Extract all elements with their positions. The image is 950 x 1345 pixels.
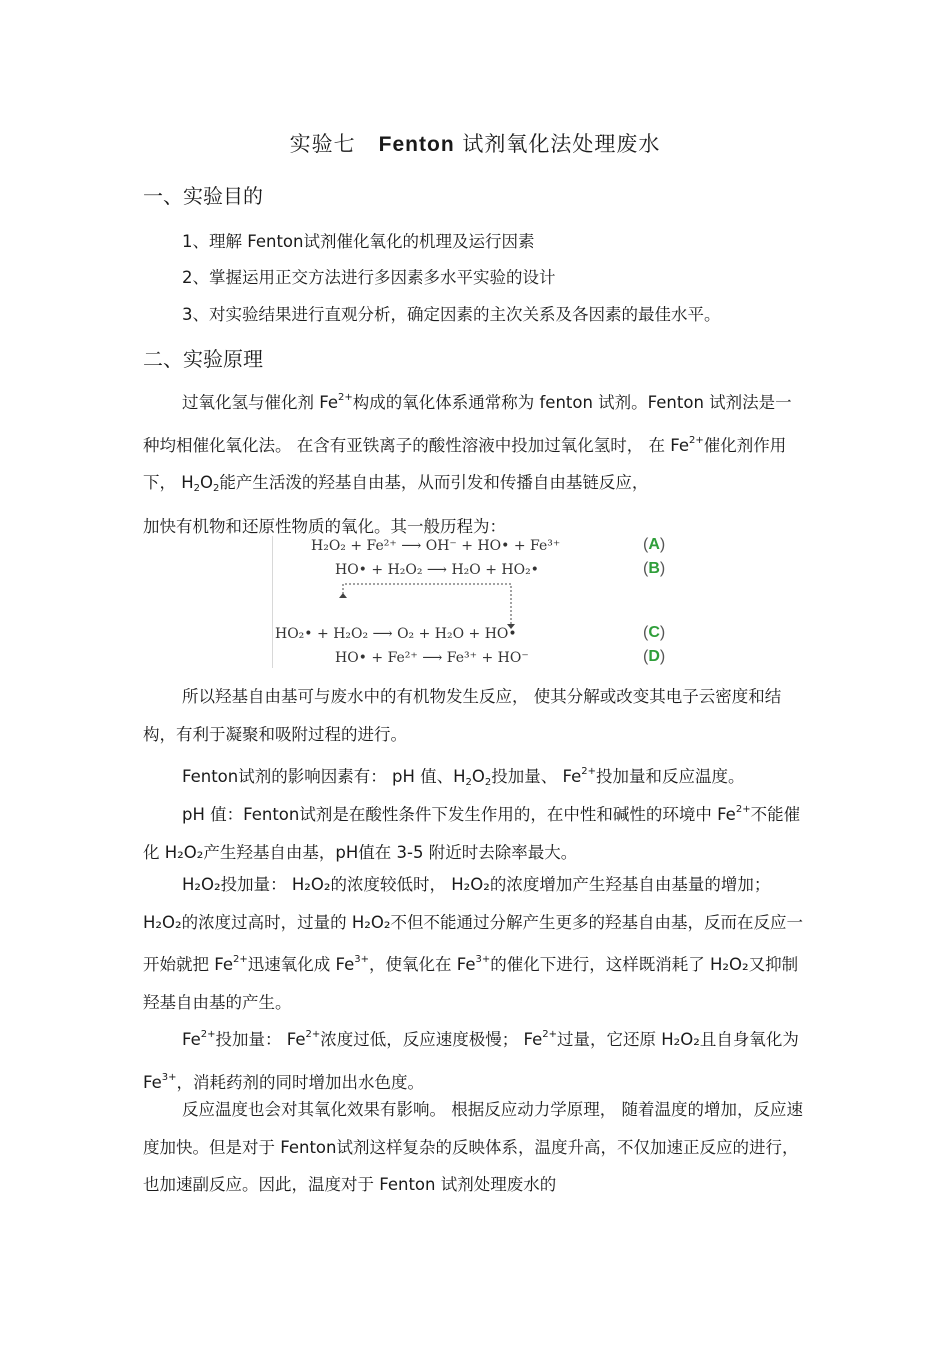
section-heading-principle: 二、实验原理 [143,347,263,371]
section-heading-objectives: 一、实验目的 [143,184,263,208]
objective-item-2: 2、掌握运用正交方法进行多因素多水平实验的设计 [182,268,556,287]
equation-b: HO• + H₂O₂ ⟶ H₂O + HO₂• [335,562,539,578]
title-bold: Fenton [378,133,455,156]
paragraph-factors: Fenton试剂的影响因素有： pH 值、$H_2O_2$投加量、 $Fe^{2+}$投加量和反应温度。 [182,766,745,788]
objective-item-3: 3、对实验结果进行直观分析，确定因素的主次关系及各因素的最佳水平。 [182,305,721,324]
paragraph-ph: pH 值：Fenton试剂是在酸性条件下发生作用的，在中性和碱性的环境中 $Fe^{2+}$不能催化 H₂O₂产生羟基自由基，pH值在 3-5 附近时去除率最大。 [143,804,801,862]
reaction-mechanism-figure [272,536,683,668]
title-suffix: 试剂氧化法处理废水 [462,132,661,156]
paragraph-temperature: 反应温度也会对其氧化效果有影响。 根据反应动力学原理， 随着温度的增加，反应速度加快。但是对于 Fenton试剂这样复杂的反映体系，温度升高，不仅加速正反应的进行，也加速副反应。因此，温度对于 Fenton 试剂处理废水的 [143,1100,803,1194]
equation-label-d: (D) [643,648,666,665]
equation-d: HO• + Fe²⁺ ⟶ Fe³⁺ + HO⁻ [335,650,529,666]
equation-c: HO₂• + H₂O₂ ⟶ O₂ + H₂O + HO• [275,626,517,642]
equation-label-b: (B) [643,560,666,577]
equation-label-c: (C) [643,624,666,641]
equation-a: H₂O₂ + Fe²⁺ ⟶ OH⁻ + HO• + Fe³⁺ [311,538,561,554]
page-title [0,128,950,158]
title-prefix: 实验七 [289,132,356,156]
paragraph-hydroxyl-effect: 所以羟基自由基可与废水中的有机物发生反应， 使其分解或改变其电子云密度和结构，有利于凝聚和吸附过程的进行。 [143,687,782,744]
mechanism-arrow [273,536,683,668]
paragraph-fenton-intro: 过氧化氢与催化剂 $Fe^{2+}$构成的氧化体系通常称为 fenton 试剂。Fenton 试剂法是一种均相催化氧化法。 在含有亚铁离子的酸性溶液中投加过氧化氢时， 在 $Fe^{2+}$催化剂作用下， $H_2O_2$能产生活泼的羟基自由基，从而引发和传播自由基链反应， 加快有机物和还原性物质的氧化。其一般历程为： [143,392,792,536]
paragraph-fe-dosage: $Fe^{2+}$投加量： $Fe^{2+}$浓度过低，反应速度极慢； $Fe^{2+}$过量，它还原 H₂O₂且自身氧化为 $Fe^{3+}$，消耗药剂的同时增加出水色度。 [143,1029,799,1092]
paragraph-h2o2-dosage: H₂O₂投加量： H₂O₂的浓度较低时， H₂O₂的浓度增加产生羟基自由基量的增加；H₂O₂的浓度过高时，过量的 H₂O₂不但不能通过分解产生更多的羟基自由基，反而在反应一开始就把 $Fe^{2+}$迅速氧化成 $Fe^{3+}$，使氧化在 $Fe^{3+}$的催化下进行，这样既消耗了 H₂O₂又抑制羟基自由基的产生。 [143,875,803,1012]
equation-label-a: (A) [643,536,666,553]
objective-item-1: 1、理解 Fenton试剂催化氧化的机理及运行因素 [182,232,535,251]
